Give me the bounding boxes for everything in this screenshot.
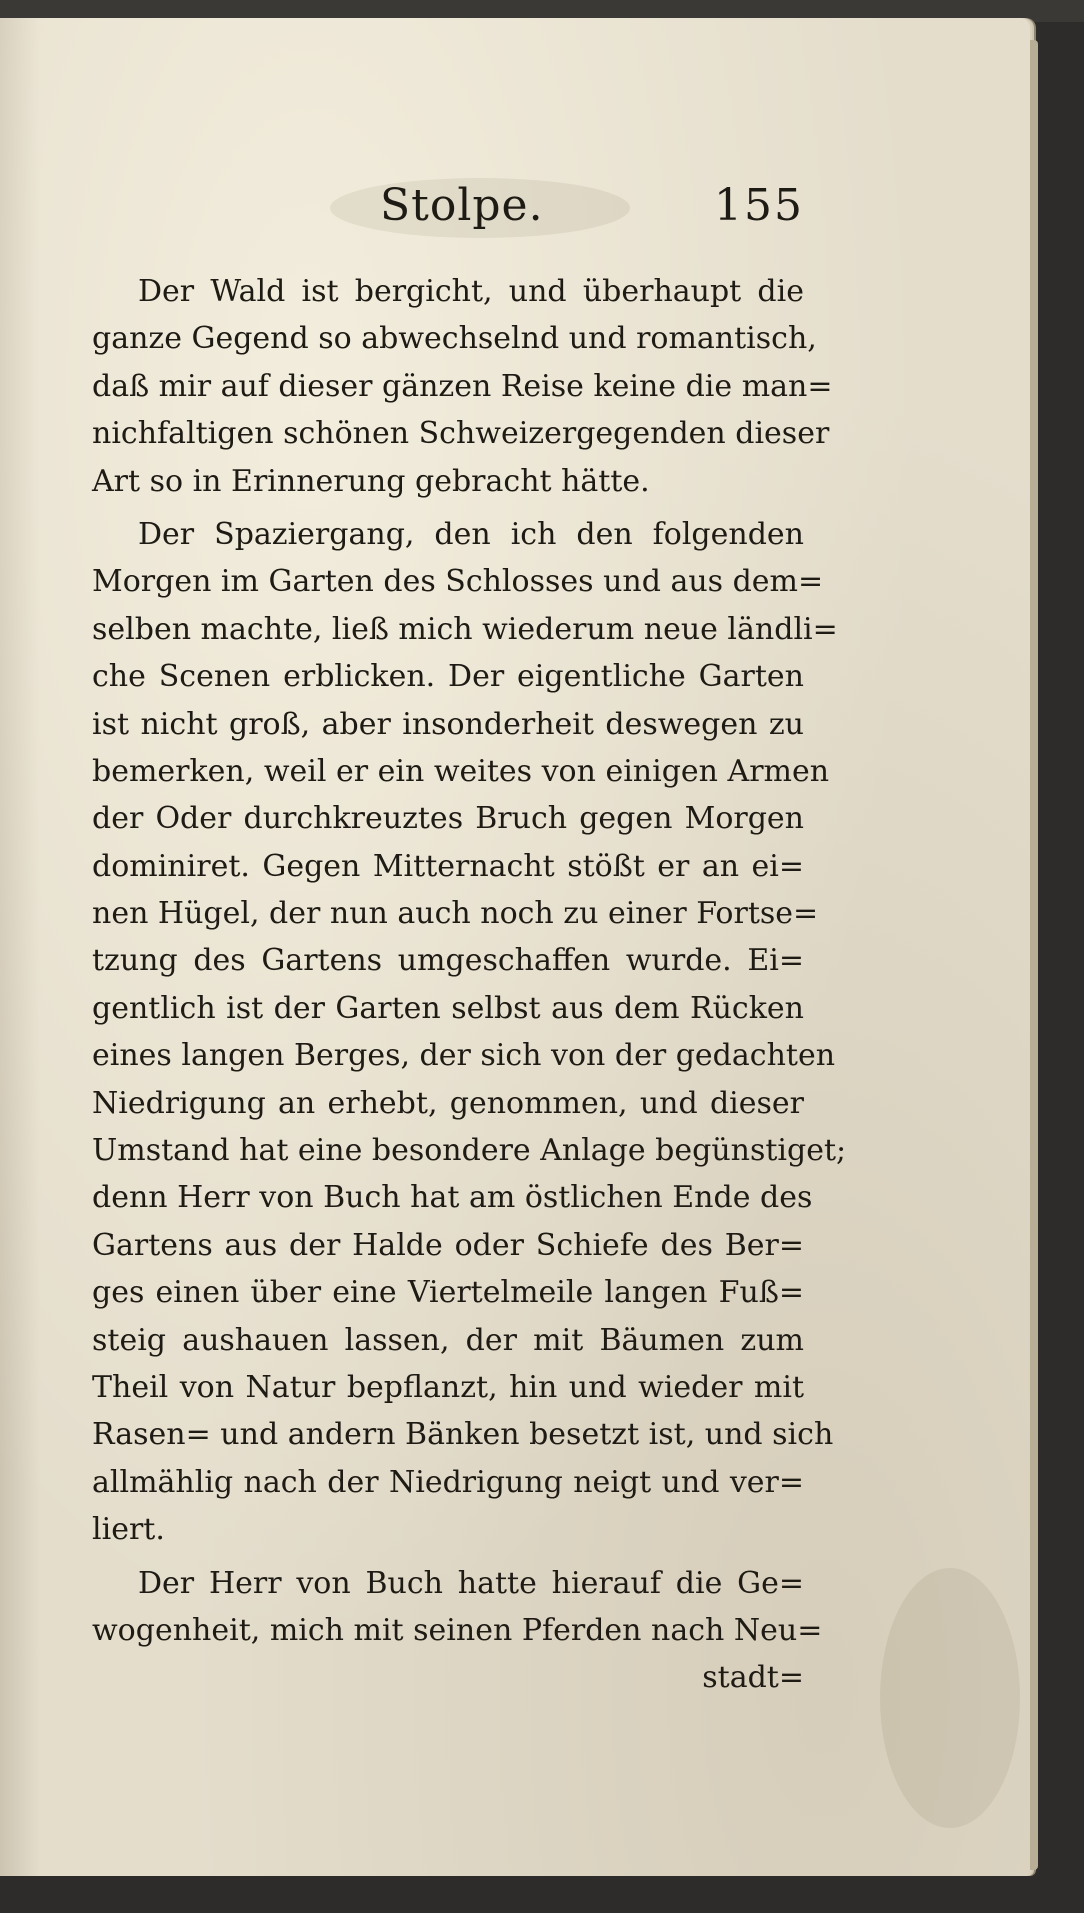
text-line: Art so in Erinnerung gebracht hätte. [92,463,650,499]
page-number: 155 [714,180,804,231]
text-line: ges einen über eine Viertelmeile langen Fuß= [92,1275,804,1311]
text-line: denn Herr von Buch hat am östlichen Ende des [92,1180,813,1216]
text-line: Morgen im Garten des Schlosses und aus dem= [92,564,824,600]
text-line: ganze Gegend so abwechselnd und romantisch, [92,321,817,357]
text-line: eines langen Berges, der sich von der gedachten [92,1038,836,1074]
text-line: wogenheit, mich mit seinen Pferden nach Neu= [92,1612,823,1648]
text-line: Niedrigung an erhebt, genommen, und dieser [92,1085,804,1121]
text-line: che Scenen erblicken. Der eigentliche Garten [92,659,804,695]
catchword: stadt= [702,1660,804,1696]
text-line: daß mir auf dieser gänzen Reise keine die man= [92,368,833,404]
text-line: steig aushauen lassen, der mit Bäumen zum [92,1322,804,1358]
text-line: Der Spaziergang, den ich den folgenden [138,516,804,552]
text-line: gentlich ist der Garten selbst aus dem Rücken [92,990,804,1026]
text-line: nen Hügel, der nun auch noch zu einer Fortse= [92,896,819,932]
body-text [92,268,847,1702]
text-line: liert. [92,1512,165,1548]
text-line: bemerken, weil er ein weites von einigen Armen [92,753,830,789]
page-edge [1030,40,1038,1870]
paper-stain [880,1568,1020,1828]
text-line: Umstand hat eine besondere Anlage begünstiget; [92,1133,847,1169]
text-line: tzung des Gartens umgeschaffen wurde. Ei= [92,943,804,979]
text-line: Theil von Natur bepflanzt, hin und wieder mit [92,1369,804,1405]
text-line: der Oder durchkreuztes Bruch gegen Morgen [92,801,804,837]
text-line: dominiret. Gegen Mitternacht stößt er an ei= [92,848,804,884]
text-line: ist nicht groß, aber insonderheit deswegen zu [92,706,804,742]
text-line: Der Wald ist bergicht, und überhaupt die [138,274,804,309]
running-head: Stolpe. [380,180,544,231]
text-line: Rasen= und andern Bänken besetzt ist, und sich [92,1417,834,1453]
text-line: selben machte, ließ mich wiederum neue ländli= [92,611,838,647]
text-line: allmählig nach der Niedrigung neigt und ver= [92,1464,804,1500]
text-line: Der Herr von Buch hatte hierauf die Ge= [138,1565,804,1601]
text-line: nichfaltigen schönen Schweizergegenden dieser [92,416,830,452]
text-line: Gartens aus der Halde oder Schiefe des Ber= [92,1227,804,1263]
page-header [90,180,804,240]
